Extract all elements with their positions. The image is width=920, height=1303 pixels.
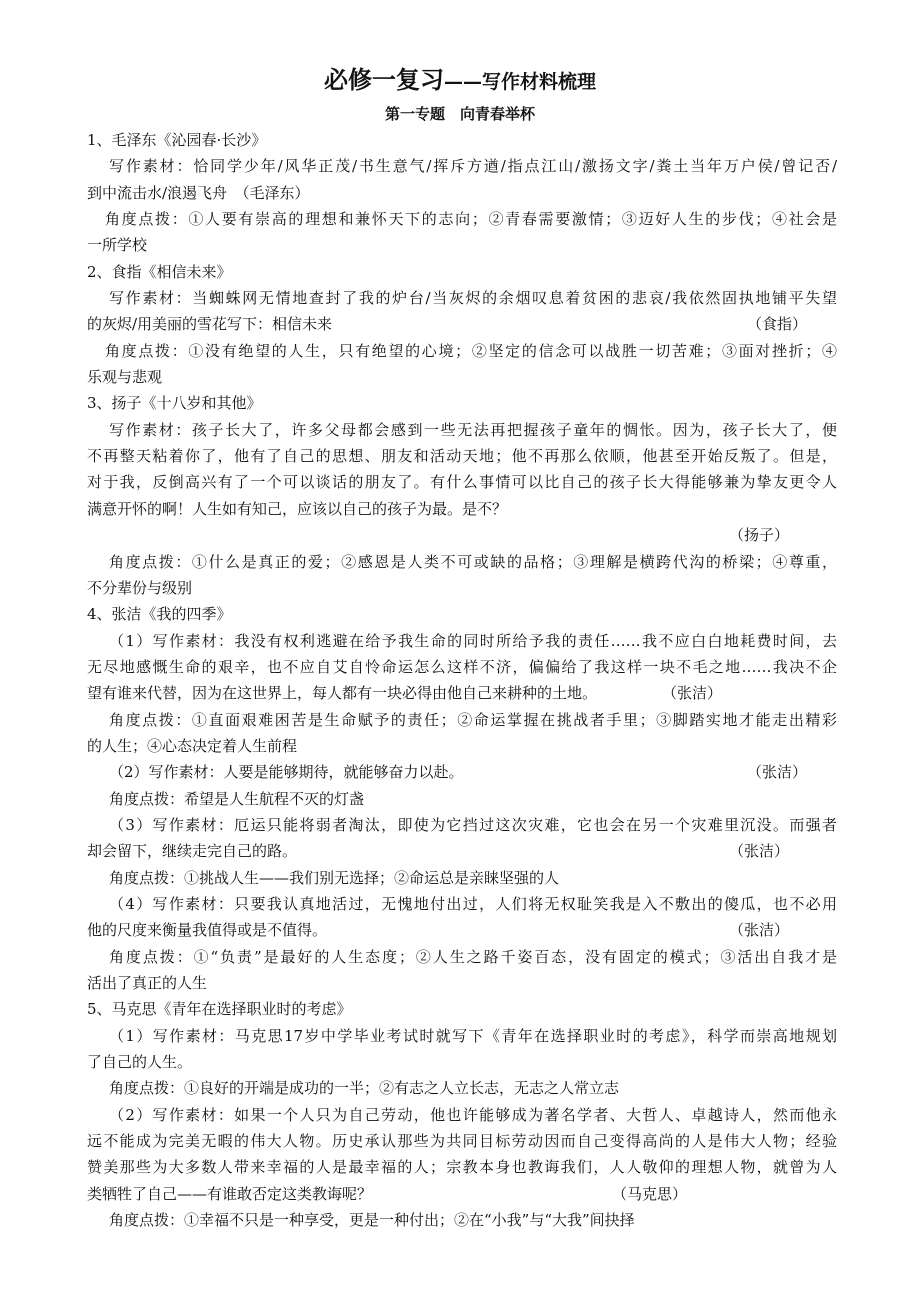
text-line — [87, 1128, 837, 1154]
text-line — [87, 496, 837, 522]
line-text: 角度点拨：①人要有崇高的理想和兼怀天下的志向；②青春需要激情；③迈好人生的步伐；④社会是 — [105, 210, 837, 229]
text-line — [87, 285, 837, 311]
line-text: 不分辈份与级别 — [87, 578, 193, 597]
line-text: 写作素材：孩子长大了，许多父母都会感到一些无法再把握孩子童年的惆怅。因为，孩子长大了，便 — [109, 420, 837, 439]
text-line — [87, 1181, 837, 1207]
author-attribution: （张洁） — [728, 842, 789, 861]
text-line — [87, 127, 837, 153]
line-text: （1）写作素材：马克思17岁中学毕业考试时就写下《青年在选择职业时的考虑》，科学而崇高地规划 — [109, 1026, 837, 1045]
line-text: （2）写作素材：人要是能够期待，就能够奋力以赴。 — [109, 763, 464, 782]
author-attribution: （马克思） — [611, 1184, 687, 1203]
line-text: 角度点拨：①良好的开端是成功的一半；②有志之人立长志，无志之人常立志 — [109, 1079, 620, 1098]
text-line — [87, 1154, 837, 1180]
text-line — [87, 1075, 837, 1101]
line-text: 类牺牲了自己——有谁敢否定这类教诲呢？ — [87, 1184, 373, 1203]
text-line — [87, 1207, 837, 1233]
line-text: 望有谁来代替，因为在这世界上，每人都有一块必得由他自己来耕种的土地。 — [87, 684, 598, 703]
text-line — [87, 996, 837, 1022]
text-line — [87, 891, 837, 917]
line-text: 却会留下，继续走完自己的路。 — [87, 842, 298, 861]
line-text: 远不能成为完美无暇的伟大人物。历史承认那些为共同目标劳动因而自己变得高尚的人是伟大人物；经验 — [87, 1132, 837, 1151]
title-main: 必修一复习 — [323, 65, 444, 94]
text-line — [87, 364, 837, 390]
author-attribution: （扬子） — [728, 526, 789, 545]
text-line — [87, 259, 837, 285]
text-line — [87, 443, 837, 469]
text-line — [87, 390, 837, 416]
text-line — [87, 970, 837, 996]
line-text: 5、马克思《青年在选择职业时的考虑》 — [87, 1000, 352, 1019]
text-line — [87, 865, 837, 891]
text-line — [87, 707, 837, 733]
document-body — [87, 127, 837, 1233]
line-text: 角度点拨：①没有绝望的人生，只有绝望的心境；②坚定的信念可以战胜一切苦难；③面对挫折；④ — [105, 341, 837, 360]
text-line — [87, 522, 837, 548]
line-text: 满意开怀的啊！人生如有知己，应该以自己的孩子为最。是不？ — [87, 499, 508, 518]
text-line — [87, 812, 837, 838]
line-text: 一所学校 — [87, 236, 148, 255]
text-line — [87, 838, 837, 864]
text-line — [87, 549, 837, 575]
line-text: 写作素材：当蜘蛛网无情地查封了我的炉台/当灰烬的余烟叹息着贫困的悲哀/我依然固执地铺平失望 — [109, 289, 837, 308]
text-line — [87, 575, 837, 601]
line-text: 1、毛泽东《沁园春·长沙》 — [87, 131, 267, 149]
author-attribution: （张洁） — [746, 763, 807, 782]
line-text: 角度点拨：①直面艰难困苦是生命赋予的责任；②命运掌握在挑战者手里；③脚踏实地才能走出精彩 — [109, 710, 837, 729]
line-text: （2）写作素材：如果一个人只为自己劳动，他也许能够成为著名学者、大哲人、卓越诗人，然而他永 — [109, 1105, 837, 1124]
text-line — [87, 417, 837, 443]
line-text: 角度点拨：①“负责”是最好的人生态度；②人生之路千姿百态，没有固定的模式；③活出自我才是 — [109, 947, 837, 966]
text-line — [87, 944, 837, 970]
line-text: 他的尺度来衡量我值得或是不值得。 — [87, 921, 328, 940]
text-line — [87, 733, 837, 759]
line-text: 3、扬子《十八岁和其他》 — [87, 394, 262, 413]
text-line — [87, 601, 837, 627]
text-line — [87, 1049, 837, 1075]
text-line — [87, 628, 837, 654]
document-title — [0, 60, 920, 95]
line-text: 角度点拨：希望是人生航程不灭的灯盏 — [109, 789, 365, 808]
line-text: 活出了真正的人生 — [87, 974, 208, 992]
text-line — [87, 338, 837, 364]
line-text: 赞美那些为大多数人带来幸福的人是最幸福的人；宗教本身也教诲我们，人人敬仰的理想人物，就曾为人 — [87, 1158, 837, 1177]
title-dash: ——写作材料梳理 — [443, 71, 596, 93]
text-line — [87, 917, 837, 943]
text-line — [87, 1102, 837, 1128]
line-text: 的人生；④心态决定着人生前程 — [87, 736, 298, 755]
text-line — [87, 180, 837, 206]
text-line — [87, 153, 837, 179]
line-text: 到中流击水/浪遏飞舟 （毛泽东） — [87, 183, 310, 202]
text-line — [87, 680, 837, 706]
line-text: 的灰烬/用美丽的雪花写下：相信未来 — [87, 315, 333, 334]
text-line — [87, 1023, 837, 1049]
line-text: 写作素材：恰同学少年/风华正茂/书生意气/挥斥方遒/指点江山/激扬文字/粪土当年万户侯/曾记否/ — [109, 157, 837, 176]
line-text: 2、食指《相信未来》 — [87, 262, 232, 281]
text-line — [87, 654, 837, 680]
line-text: 角度点拨：①什么是真正的爱；②感恩是人类不可或缺的品格；③理解是横跨代沟的桥梁；④尊重， — [109, 552, 837, 571]
section-subtitle: 第一专题 向青春举杯 — [384, 105, 535, 123]
text-line — [87, 469, 837, 495]
line-text: （1）写作素材：我没有权利逃避在给予我生命的同时所给予我的责任……我不应白白地耗费时间，去 — [109, 631, 837, 650]
line-text: 角度点拨：①挑战人生——我们别无选择；②命运总是亲睐坚强的人 — [109, 868, 560, 887]
line-text: （4）写作素材：只要我认真地活过，无愧地付出过，人们将无权耻笑我是入不敷出的傻瓜，也不必用 — [109, 894, 837, 913]
line-text: 不再整天粘着你了，他有了自己的思想、朋友和活动天地；他不再那么依顺，他甚至开始反叛了。但是， — [87, 447, 837, 466]
line-text: 角度点拨：①幸福不只是一种享受，更是一种付出；②在“小我”与“大我”间抉择 — [109, 1211, 635, 1230]
line-text: （3）写作素材：厄运只能将弱者淘汰，即使为它挡过这次灾难，它也会在另一个灾难里沉没。而强者 — [109, 815, 837, 834]
line-text: 无尽地感慨生命的艰辛，也不应自艾自怜命运怎么这样不济，偏偏给了我这样一块不毛之地……我决不企 — [87, 657, 837, 676]
line-text: 了自己的人生。 — [87, 1053, 193, 1072]
author-attribution: （张洁） — [728, 921, 789, 940]
text-line — [87, 759, 837, 785]
text-line — [87, 786, 837, 812]
text-line — [87, 206, 837, 232]
line-text: 4、张洁《我的四季》 — [87, 605, 232, 624]
text-line — [87, 232, 837, 258]
text-line — [87, 311, 837, 337]
line-text: 乐观与悲观 — [87, 368, 163, 387]
line-text: 对于我，反倒高兴有了一个可以谈话的朋友了。有什么事情可以比自己的孩子长大得能够兼为挚友更令人 — [87, 473, 837, 492]
author-attribution: （食指） — [746, 315, 807, 334]
author-attribution: （张洁） — [661, 684, 722, 703]
